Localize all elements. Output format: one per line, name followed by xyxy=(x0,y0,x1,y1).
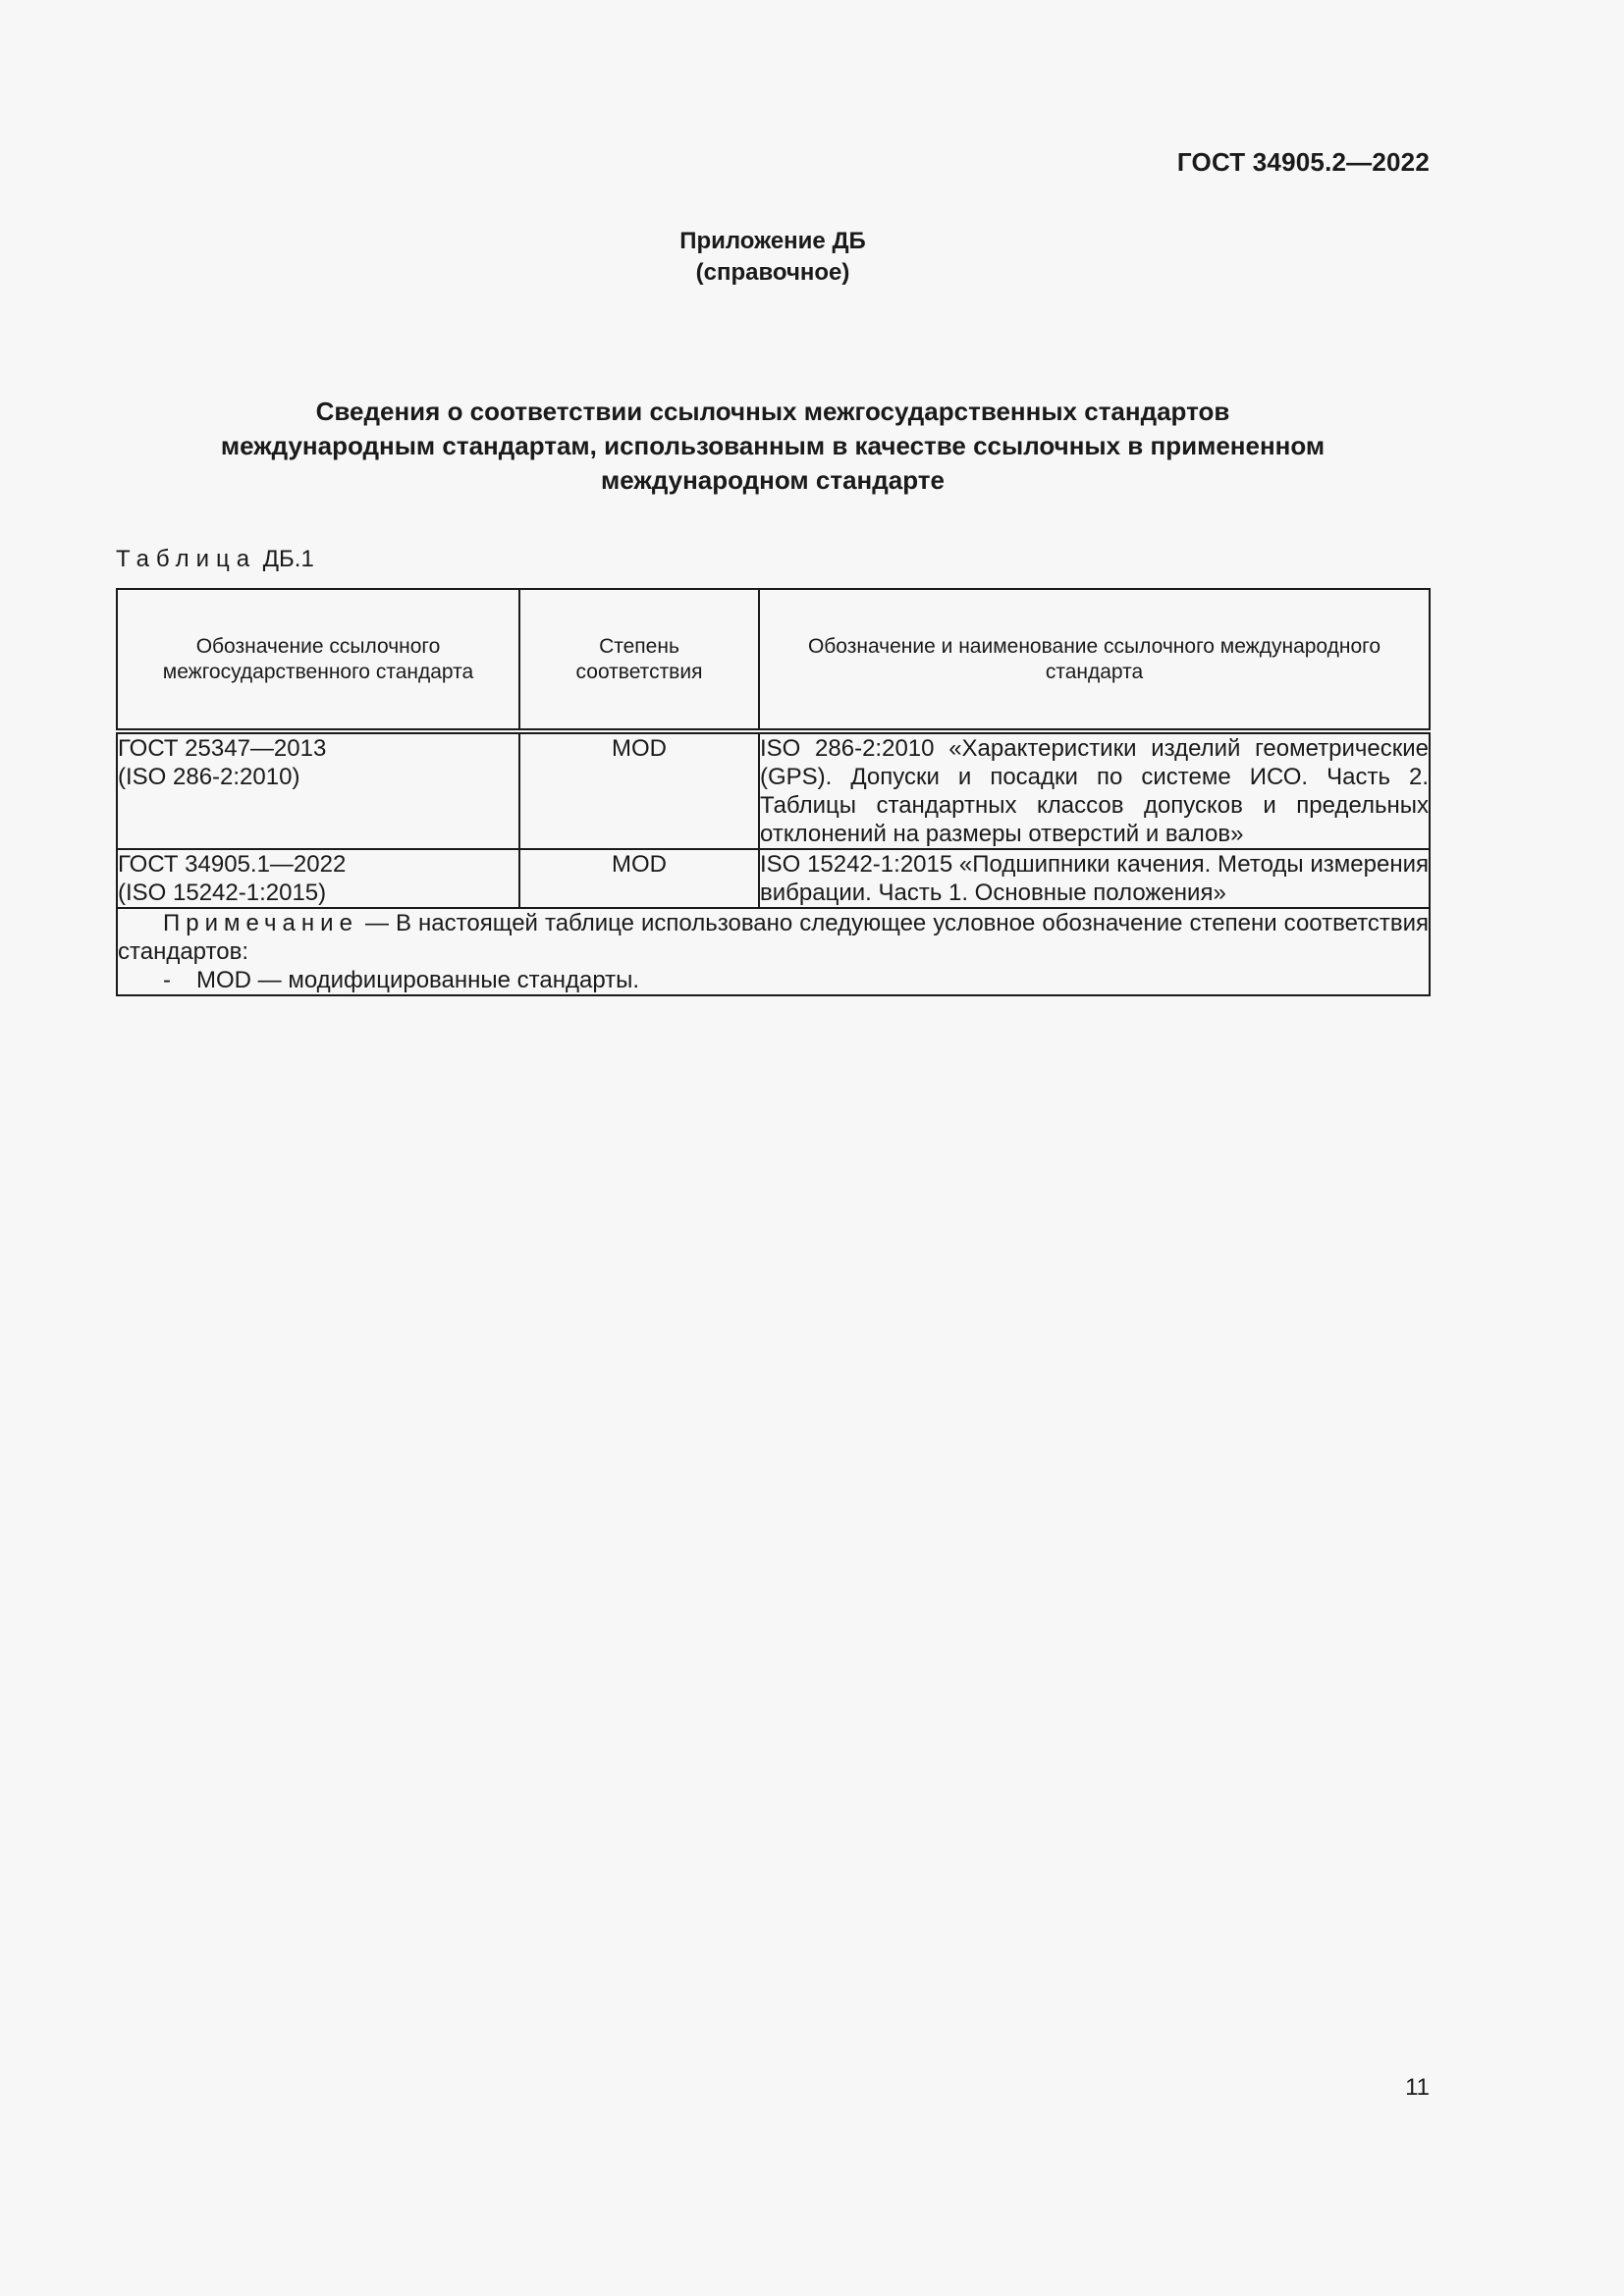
cell-designation xyxy=(117,731,519,849)
header-cell-degree: Степень соответствия xyxy=(519,589,759,731)
section-title xyxy=(157,395,1388,498)
note-text: — В настоящей таблице использовано следующее условное обозначение степени соответствия стандартов: xyxy=(118,910,1429,965)
header-cell-international: Обозначение и наименование ссылочного международного стандарта xyxy=(759,589,1430,731)
table-caption-label: Таблица xyxy=(116,546,257,572)
appendix-title: Приложение ДБ xyxy=(679,228,866,254)
table-caption xyxy=(116,546,314,573)
cell-degree: MOD xyxy=(519,731,759,849)
section-title-line: Сведения о соответствии ссылочных межгосударственных стандартов xyxy=(315,397,1230,426)
cell-designation xyxy=(117,849,519,908)
designation-iso: (ISO 286-2:2010) xyxy=(118,764,300,790)
table-row xyxy=(117,731,1430,849)
table-note xyxy=(117,908,1430,995)
designation-code: ГОСТ 25347—2013 xyxy=(118,735,327,762)
appendix-heading xyxy=(0,226,1545,289)
designation-iso: (ISO 15242-1:2015) xyxy=(118,880,327,906)
table-caption-number: ДБ.1 xyxy=(262,546,314,572)
note-label: Примечание xyxy=(163,910,358,936)
section-title-line: международным стандартам, использованным в качестве ссылочных в примененном xyxy=(220,431,1326,460)
header-cell-designation: Обозначение ссылочного межгосударственного стандарта xyxy=(117,589,519,731)
note-item-marker: - xyxy=(163,967,171,993)
page-number: 11 xyxy=(1405,2074,1430,2101)
section-title-line: международном стандарте xyxy=(601,465,945,495)
references-table xyxy=(116,588,1431,996)
note-paragraph xyxy=(118,909,1429,966)
designation-code: ГОСТ 34905.1—2022 xyxy=(118,851,347,878)
table-row xyxy=(117,849,1430,908)
cell-international: ISO 15242-1:2015 «Подшипники качения. Методы измерения вибрации. Часть 1. Основные положения» xyxy=(760,851,1429,906)
note-item-text: MOD — модифицированные стандарты. xyxy=(196,967,640,993)
cell-international: ISO 286-2:2010 «Характеристики изделий геометрические (GPS). Допуски и посадки по системе ИСО. Часть 2. Таблицы стандартных классов допусков и предельных отклонений на размеры отверстий и валов» xyxy=(759,731,1430,849)
table-note-row xyxy=(117,908,1430,995)
note-list-item xyxy=(118,966,1429,994)
table-header-row xyxy=(117,589,1430,731)
cell-degree: MOD xyxy=(519,849,759,908)
document-code: ГОСТ 34905.2—2022 xyxy=(1176,147,1430,177)
appendix-subtitle: (справочное) xyxy=(695,259,850,286)
